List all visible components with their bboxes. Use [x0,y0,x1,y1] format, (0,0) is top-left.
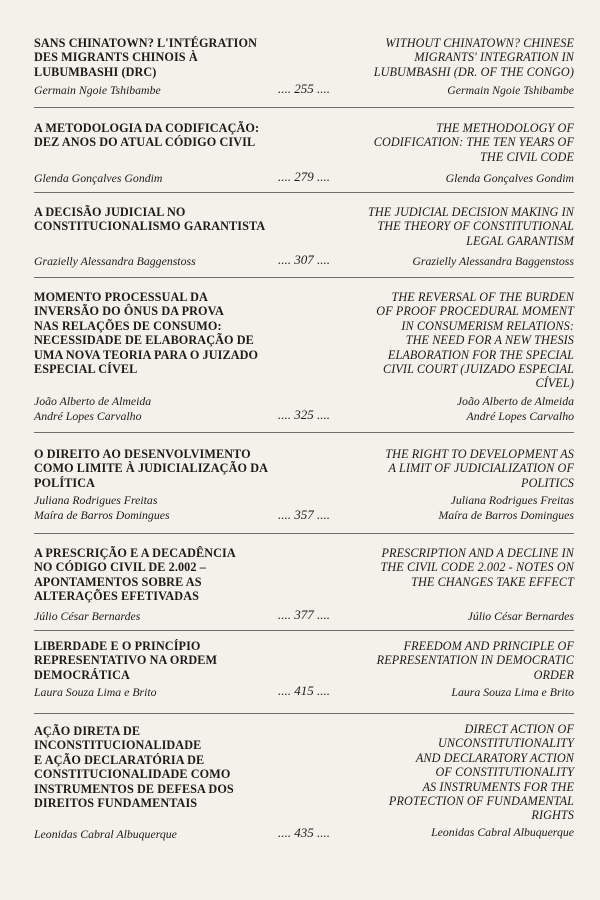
en-title-line: ELABORATION FOR THE SPECIAL [387,347,574,362]
author-name: Grazielly Alessandra Baggenstoss [34,254,196,268]
en-title-line: CIVIL COURT (JUIZADO ESPECIAL [382,362,574,377]
pt-title [34,36,274,79]
en-title-line: THE THEORY OF CONSTITUTIONAL [377,219,574,234]
pt-title-line: NO CÓDIGO CIVIL DE 2.002 – [34,560,206,575]
divider [34,630,574,631]
author-name: Leonidas Cabral Albuquerque [34,827,177,841]
pt-title [34,546,274,604]
author-name: Juliana Rodrigues Freitas [34,493,158,507]
authors-en [334,254,574,269]
author-name: Glenda Gonçalves Gondim [34,171,163,185]
pt-title-line: DEMOCRÁTICA [34,667,130,682]
en-title-line: PRESCRIPTION AND A DECLINE IN [381,546,574,560]
author-name: Glenda Gonçalves Gondim [445,171,574,185]
en-title-line: CODIFICATION: THE TEN YEARS OF [373,135,574,150]
pt-title-line: SANS CHINATOWN? L'INTÉGRATION [34,36,257,50]
page-number[interactable]: .... 279 .... [278,169,330,184]
pt-title-line: DEZ ANOS DO ATUAL CÓDIGO CIVIL [34,135,256,150]
divider [34,192,574,193]
pt-title [34,205,274,234]
en-title-line: LEGAL GARANTISM [466,233,574,248]
author-name: Maíra de Barros Domingues [34,507,170,522]
pt-title-line: E AÇÃO DECLARATÓRIA DE [34,752,205,767]
authors-pt [34,493,264,522]
en-title-line: THE CHANGES TAKE EFFECT [411,574,574,589]
pt-title-line: DES MIGRANTS CHINOIS À [34,50,198,65]
pt-title-line: ESPECIAL CÍVEL [34,362,138,377]
pt-title [34,447,274,490]
en-title-line: THE REVERSAL OF THE BURDEN [391,290,574,304]
pt-title-line: A METODOLOGIA DA CODIFICAÇÃO: [34,121,260,135]
pt-title-line: O DIREITO AO DESENVOLVIMENTO [34,447,251,461]
author-name: André Lopes Carvalho [466,408,574,423]
page-number[interactable]: .... 415 .... [278,683,330,698]
page-number[interactable]: .... 255 .... [278,81,330,96]
pt-title-line: INCONSTITUCIONALIDADE [34,738,202,753]
author-name: João Alberto de Almeida [456,394,574,408]
en-title-line: THE CIVIL CODE 2.002 - NOTES ON [380,560,574,575]
authors-pt [34,685,264,700]
authors-en [334,493,574,522]
author-name: Grazielly Alessandra Baggenstoss [412,254,574,268]
en-title [324,546,574,589]
en-title-line: DIRECT ACTION OF [464,722,574,736]
en-title-line: THE RIGHT TO DEVELOPMENT AS [385,447,574,461]
en-title-line: OF CONSTITUTIONALITY [435,765,574,780]
en-title-line: CÍVEL) [535,376,574,391]
en-title-line: MIGRANTS' INTEGRATION IN [414,50,574,65]
en-title-line: ORDER [533,667,574,682]
pt-title [34,121,274,150]
en-title-line: THE NEED FOR A NEW THESIS [405,333,574,348]
pt-title [34,639,274,682]
en-title-line: OF PROOF PROCEDURAL MOMENT [376,304,574,319]
author-name: Germain Ngoie Tshibambe [447,83,574,97]
divider [34,533,574,534]
author-name: Leonidas Cabral Albuquerque [431,825,574,839]
author-name: Júlio César Bernardes [467,609,574,623]
en-title [324,722,574,823]
pt-title-line: NAS RELAÇÕES DE CONSUMO: [34,318,222,333]
en-title-line: AS INSTRUMENTS FOR THE [422,779,574,794]
page-number[interactable]: .... 325 .... [278,407,330,422]
authors-pt [34,827,264,842]
en-title-line: UNCONSTITUTIONALITY [437,736,574,751]
en-title [324,36,574,79]
author-name: Juliana Rodrigues Freitas [450,493,574,507]
authors-pt [34,171,264,186]
en-title [324,639,574,682]
pt-title-line: UMA NOVA TEORIA PARA O JUIZADO [34,347,259,362]
author-name: João Alberto de Almeida [34,394,152,408]
pt-title-line: LIBERDADE E O PRINCÍPIO [34,639,201,653]
en-title-line: THE CIVIL CODE [480,149,574,164]
authors-en [334,609,574,624]
pt-title-line: LUBUMBASHI (DRC) [34,64,157,79]
en-title-line: FREEDOM AND PRINCIPLE OF [403,639,574,653]
authors-en [334,825,574,840]
author-name: Laura Souza Lima e Brito [34,685,157,699]
page-number[interactable]: .... 377 .... [278,607,330,622]
authors-en [334,394,574,423]
pt-title-line: CONSTITUCIONALIDADE COMO [34,767,231,782]
authors-pt [34,83,264,98]
en-title-line: AND DECLARATORY ACTION [415,750,574,765]
author-name: André Lopes Carvalho [34,408,142,423]
author-name: Júlio César Bernardes [34,609,141,623]
author-name: Maíra de Barros Domingues [438,507,574,522]
pt-title [34,290,274,376]
pt-title-line: A PRESCRIÇÃO E A DECADÊNCIA [34,546,236,560]
page-number[interactable]: .... 307 .... [278,252,330,267]
divider [34,432,574,433]
pt-title-line: INSTRUMENTOS DE DEFESA DOS [34,781,234,796]
en-title-line: THE METHODOLOGY OF [436,121,574,135]
en-title [324,121,574,164]
pt-title-line: NECESSIDADE DE ELABORAÇÃO DE [34,333,254,348]
en-title-line: REPRESENTATION IN DEMOCRATIC [376,653,574,668]
pt-title-line: A DECISÃO JUDICIAL NO [34,205,186,219]
pt-title-line: POLÍTICA [34,475,96,490]
authors-en [334,83,574,98]
authors-en [334,171,574,186]
pt-title [34,724,274,810]
pt-title-line: MOMENTO PROCESSUAL DA [34,290,208,304]
pt-title-line: INVERSÃO DO ÔNUS DA PROVA [34,304,224,319]
pt-title-line: ALTERAÇÕES EFETIVADAS [34,589,199,604]
author-name: Germain Ngoie Tshibambe [34,83,161,97]
en-title [324,205,574,248]
authors-pt [34,609,264,624]
en-title [324,290,574,391]
pt-title-line: COMO LIMITE À JUDICIALIZAÇÃO DA [34,461,269,476]
authors-pt [34,254,264,269]
pt-title-line: CONSTITUCIONALISMO GARANTISTA [34,219,266,234]
pt-title-line: DIREITOS FUNDAMENTAIS [34,796,198,811]
en-title-line: POLITICS [521,475,574,490]
divider [34,107,574,108]
en-title-line: IN CONSUMERISM RELATIONS: [401,318,574,333]
divider [34,277,574,278]
pt-title-line: APONTAMENTOS SOBRE AS [34,574,202,589]
en-title-line: THE JUDICIAL DECISION MAKING IN [368,205,574,219]
authors-pt [34,394,264,423]
page-number[interactable]: .... 435 .... [278,825,330,840]
en-title-line: LUBUMBASHI (DR. OF THE CONGO) [373,64,574,79]
pt-title-line: REPRESENTATIVO NA ORDEM [34,653,218,668]
author-name: Laura Souza Lima e Brito [451,685,574,699]
en-title [324,447,574,490]
en-title-line: A LIMIT OF JUDICIALIZATION OF [388,461,574,476]
en-title-line: WITHOUT CHINATOWN? CHINESE [385,36,574,50]
en-title-line: RIGHTS [531,808,574,823]
pt-title-line: AÇÃO DIRETA DE [34,724,141,738]
divider [34,713,574,714]
page-number[interactable]: .... 357 .... [278,507,330,522]
authors-en [334,685,574,700]
en-title-line: PROTECTION OF FUNDAMENTAL [388,794,574,809]
